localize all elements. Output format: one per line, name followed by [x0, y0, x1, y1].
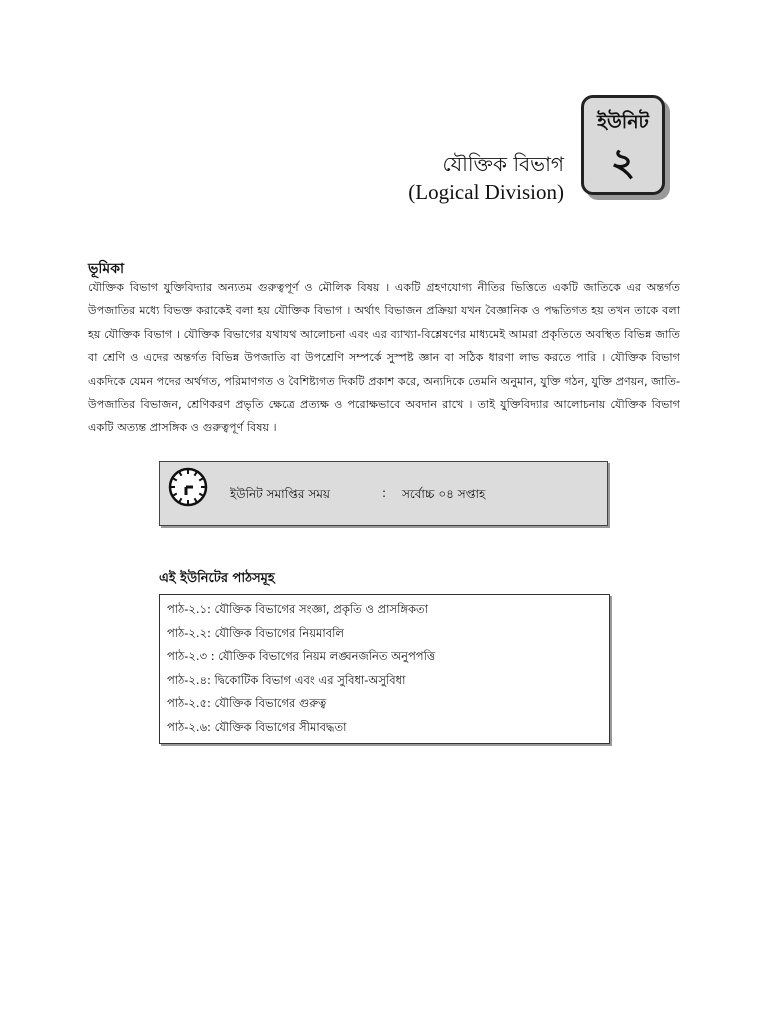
unit-label: ইউনিট [597, 111, 649, 133]
intro-heading: ভূমিকা [88, 261, 125, 277]
completion-time-label: ইউনিট সমাপ্তির সময় [230, 487, 330, 501]
completion-time-separator: : [382, 486, 387, 500]
unit-badge [581, 95, 665, 195]
lesson-item: পাঠ-২.১: যৌক্তিক বিভাগের সংজ্ঞা, প্রকৃতি ও প্রাসঙ্গিকতা [167, 602, 429, 616]
lesson-item: পাঠ-২.৩ : যৌক্তিক বিভাগের নিয়ম লঙ্ঘনজনিত অনুপপত্তি [167, 649, 436, 663]
lesson-item: পাঠ-২.৪: দ্বিকোটিক বিভাগ এবং এর সুবিধা-অসুবিধা [167, 672, 406, 687]
completion-time-value: সর্বোচ্চ ০৪ সপ্তাহ [402, 487, 486, 501]
clock-icon [168, 467, 208, 507]
unit-number: ২ [610, 140, 636, 184]
intro-paragraph: যৌক্তিক বিভাগ যুক্তিবিদ্যার অন্যতম গুরুত্বপূর্ণ ও মৌলিক বিষয় । একটি গ্রহণযোগ্য নীতির ভিত্তিতে একটি জাতিকে এর অন্তর্গত উপজাতির মধ্যে বিভক্ত করাকেই বলা হয় যৌক্তিক বিভাগ । অর্থাৎ বিভাজন প্রক্রিয়া যখন বৈজ্ঞানিক ও পদ্ধতিগত হয় তখন তাকে বলা হয় যৌক্তিক বিভাগ । যৌক্তিক বিভাগের যথাযথ আলোচনা এবং এর ব্যাখ্যা-বিশ্লেষণের মাধ্যমেই আমরা প্রকৃতিতে অবস্থিত বিভিন্ন জাতি বা শ্রেণি ও এদের অন্তর্গত বিভিন্ন উপজাতি বা উপশ্রেণি সম্পর্কে সুস্পষ্ট জ্ঞান বা সঠিক ধারণা লাভ করতে পারি । যৌক্তিক বিভাগ একদিকে যেমন পদের অর্থগত, পরিমাণগত ও বৈশিষ্ট্যগত দিকটি প্রকাশ করে, অন্যদিকে তেমনি অনুমান, যুক্তি গঠন, যুক্তি প্রণয়ন, জাতি-উপজাতির বিভাজন, শ্রেণিকরণ প্রভৃতি ক্ষেত্রে প্রত্যক্ষ ও পরোক্ষভাবে অবদান রাখে । তাই যুক্তিবিদ্যার আলোচনায় যৌক্তিক বিভাগ একটি অত্যন্ত প্রাসঙ্গিক ও গুরুত্বপূর্ণ বিষয় । [88, 281, 680, 435]
page-title-english: (Logical Division) [408, 180, 564, 204]
lesson-item: পাঠ-২.৫: যৌক্তিক বিভাগের গুরুত্ব [167, 696, 327, 710]
lesson-item: পাঠ-২.২: যৌক্তিক বিভাগের নিয়মাবলি [167, 625, 344, 640]
lessons-list [159, 594, 610, 744]
page-title-bengali: যৌক্তিক বিভাগ [442, 152, 564, 176]
completion-time-box [159, 461, 608, 526]
lesson-item: পাঠ-২.৬: যৌক্তিক বিভাগের সীমাবদ্ধতা [167, 719, 347, 734]
lessons-heading: এই ইউনিটের পাঠসমূহ [159, 571, 275, 586]
